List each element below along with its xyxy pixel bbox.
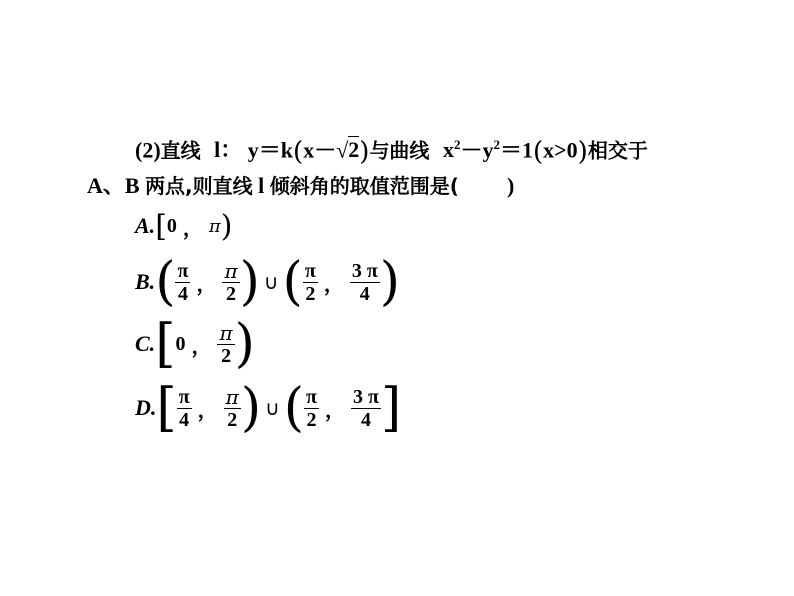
option-c-label: C.: [135, 331, 156, 356]
question-text-c: 相交于: [587, 138, 648, 163]
option-b-paren-4: ): [379, 252, 401, 312]
option-b-label: B.: [135, 269, 156, 294]
option-d-label: D.: [135, 395, 157, 420]
option-c-comma: ，: [191, 335, 212, 358]
option-b-comma-2: ，: [323, 273, 344, 296]
option-a-comma: ，: [182, 217, 203, 240]
curve-y-exp: 2: [493, 137, 500, 152]
question-text-a: 直线: [160, 138, 201, 163]
option-d-bracket-1: [: [156, 378, 177, 438]
option-b-comma-1: ，: [196, 273, 217, 296]
union-icon: ∪: [263, 270, 279, 294]
points-label: A、B: [87, 173, 140, 198]
option-d-bracket-4: ]: [380, 378, 402, 438]
option-d-frac-1: $\frac{\pi}{4}$: [178, 385, 190, 431]
line-l: l: [258, 173, 265, 198]
option-b-paren-3: (: [282, 252, 303, 312]
option-d-comma-2: ，: [325, 399, 346, 422]
option-d[interactable]: [135, 378, 402, 438]
option-a-open-bracket: [: [155, 208, 167, 244]
option-c-frac: $\frac{\pi}{2}$: [219, 320, 233, 367]
option-a-close-paren: ): [220, 208, 233, 244]
question-number: (2): [135, 137, 161, 163]
option-b-paren-1: (: [155, 252, 176, 312]
option-c[interactable]: [135, 314, 255, 374]
sqrt-arg: 2: [348, 137, 360, 163]
curve-x: x: [442, 137, 454, 163]
option-b-frac-4: $\frac{3 \pi}{4}$: [351, 259, 378, 305]
option-b-frac-3: $\frac{\pi}{2}$: [304, 259, 316, 305]
curve-minus: －: [460, 137, 483, 163]
option-d-frac-4: $\frac{3 \pi}{4}$: [353, 385, 379, 431]
question-line2-tail: 倾斜角的取值范围是(: [269, 174, 459, 198]
question-line-2: [87, 173, 514, 199]
option-d-frac-3: $\frac{\pi}{2}$: [306, 385, 318, 431]
question-line2-text: 两点,则直线: [145, 174, 253, 198]
condition: x>0: [543, 137, 578, 163]
question-line-1: (2)直线 l： y＝k(x－√2)与曲线 $x^2-y^2=1(x>0)$相交于: [135, 137, 648, 168]
option-a-label: A.: [135, 213, 156, 238]
option-d-paren-2: ): [240, 378, 262, 438]
option-a[interactable]: [135, 210, 232, 242]
option-d-paren-3: (: [283, 378, 305, 438]
curve-y: y: [482, 137, 494, 163]
equation-lhs: y＝k: [247, 137, 294, 163]
union-icon-d: ∪: [265, 396, 280, 420]
equation-body: x－: [303, 137, 337, 163]
option-d-comma-1: ，: [197, 399, 218, 422]
option-a-right: π: [208, 215, 221, 237]
option-c-left: 0: [175, 332, 186, 355]
option-c-open-bracket: [: [155, 314, 176, 374]
answer-close-paren: ): [506, 173, 515, 198]
option-c-close-paren: ): [234, 314, 255, 374]
curve-rhs: ＝1: [499, 137, 533, 163]
option-b[interactable]: [135, 252, 401, 312]
option-a-left: 0: [166, 214, 177, 237]
line-name: l：: [214, 137, 243, 163]
option-b-frac-2: $\frac{\pi}{2}$: [224, 258, 238, 305]
option-d-frac-2: $\frac{\pi}{2}$: [225, 384, 239, 431]
option-b-frac-1: $\frac{\pi}{4}$: [177, 259, 189, 305]
sqrt-sign: √: [336, 137, 349, 163]
curve-x-exp: 2: [453, 137, 461, 152]
option-b-paren-2: ): [239, 252, 260, 312]
question-text-b: 与曲线: [369, 138, 430, 163]
